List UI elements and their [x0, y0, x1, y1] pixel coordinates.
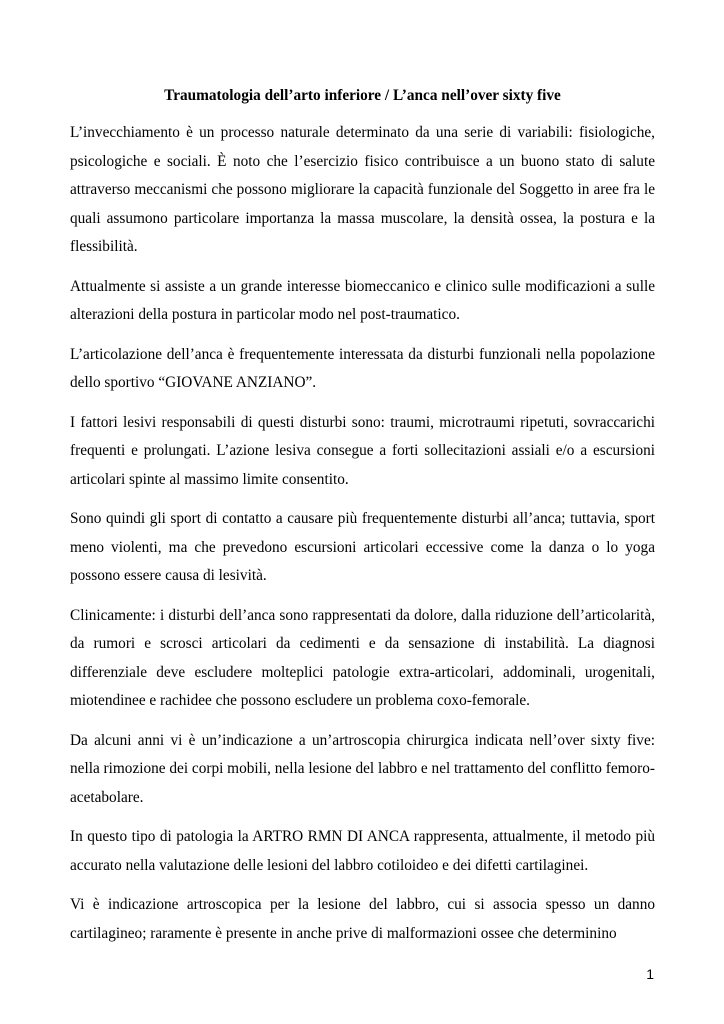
paragraph-7: Da alcuni anni vi è un’indicazione a un’artroscopia chirurgica indicata nell’over sixty five: nella rimozione dei corpi mobili, nella lesione del labbro e nel trattamento del conflitto femoro-acetabolare.	[70, 731, 655, 806]
document-title: Traumatologia dell’arto inferiore / L’anca nell’over sixty five	[164, 87, 561, 104]
paragraph-1: L’invecchiamento è un processo naturale determinato da una serie di variabili: fisiologiche, psicologiche e sociali. È noto che l’esercizio fisico contribuisce a un buono stato di salute attraverso meccanismi che possono migliorare la capacità funzionale del Soggetto in aree fra le quali assumono particolare importanza la massa muscolare, la densità ossea, la postura e la flessibilità.	[70, 124, 655, 255]
paragraph-5: Sono quindi gli sport di contatto a causare più frequentemente disturbi all’anca; tuttavia, sport meno violenti, ma che prevedono escursioni articolari eccessive come la danza o lo yoga possono essere causa di lesività.	[70, 510, 655, 584]
paragraph-9: Vi è indicazione artroscopica per la lesione del labbro, cui si associa spesso un danno cartilagineo; raramente è presente in anche prive di malformazioni ossee che determinino	[70, 896, 655, 942]
paragraph-6: Clinicamente: i disturbi dell’anca sono rappresentati da dolore, dalla riduzione dell’articolarità, da rumori e scrosci articolari da cedimenti e da sensazione di instabilità. La diagnosi differenziale deve escludere molteplici patologie extra-articolari, addominali, urogenitali, miotendinee e rachidee che possono escludere un problema coxo-femorale.	[70, 606, 655, 709]
paragraph-4: I fattori lesivi responsabili di questi disturbi sono: traumi, microtraumi ripetuti, sovraccarichi frequenti e prolungati. L’azione lesiva consegue a forti sollecitazioni assiali e/o a escursioni articolari spinte al massimo limite consentito.	[70, 413, 655, 488]
paragraph-2: Attualmente si assiste a un grande interesse biomeccanico e clinico sulle modificazioni a sulle alterazioni della postura in particolar modo nel post-traumatico.	[70, 277, 655, 323]
paragraph-3: L’articolazione dell’anca è frequentemente interessata da disturbi funzionali nella popolazione dello sportivo “GIOVANE ANZIANO”.	[70, 345, 655, 391]
paragraph-8: In questo tipo di patologia la ARTRO RMN DI ANCA rappresenta, attualmente, il metodo più accurato nella valutazione delle lesioni del labbro cotiloideo e dei difetti cartilaginei.	[70, 828, 655, 874]
page-number: 1	[646, 966, 654, 982]
document-page	[70, 85, 655, 959]
